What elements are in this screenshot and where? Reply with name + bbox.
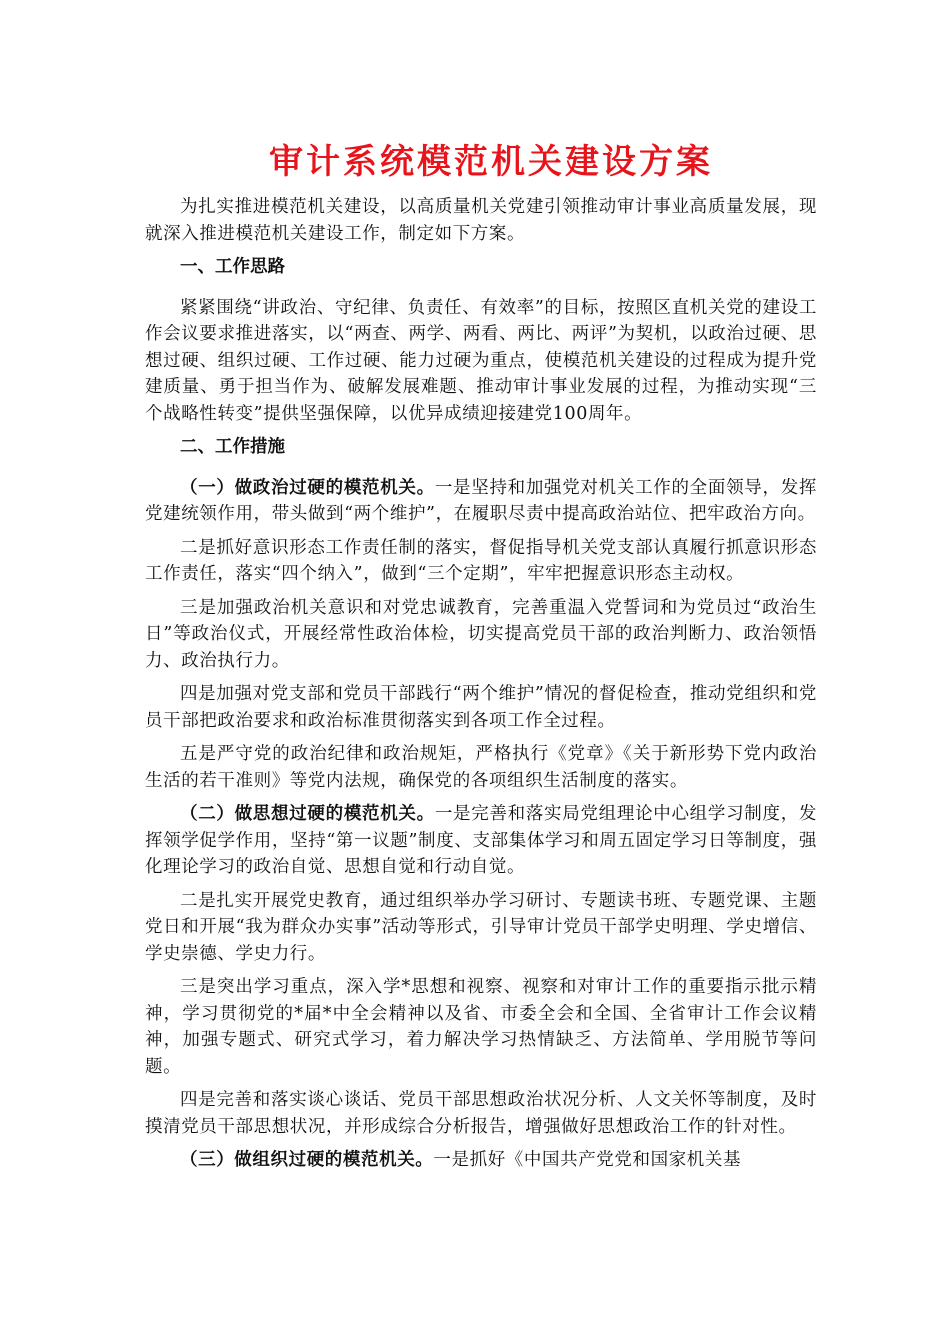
paragraph: 二是抓好意识形态工作责任制的落实，督促指导机关党支部认真履行抓意识形态工作责任，落实“四个纳入”，做到“三个定期”，牢牢把握意识形态主动权。	[145, 537, 817, 584]
paragraph: 三是突出学习重点，深入学*思想和视察、视察和对审计工作的重要指示批示精神，学习贯彻党的*届*中全会精神以及省、市委全会和全国、全省审计工作会议精神，加强专题式、研究式学习，着力解决学习热情缺乏、方法简单、学用脱节等问题。	[145, 977, 817, 1077]
subsection-2-lead: （二）做思想过硬的模范机关。	[180, 804, 435, 824]
subsection-2-paragraph	[145, 801, 817, 881]
section-heading-1: 一、工作思路	[180, 257, 285, 277]
subsection-3-text: 一是抓好《中国共产党党和国家机关基	[433, 1150, 742, 1170]
subsection-2-text: 一是完善和落实局党组理论中心组学习制度，发挥领学促学作用，坚持“第一议题”制度、支部集体学习和周五固定学习日等制度，强化理论学习的政治自觉、思想自觉和行动自觉。	[145, 804, 817, 877]
document-title: 审计系统模范机关建设方案	[269, 142, 713, 182]
paragraph: 四是完善和落实谈心谈话、党员干部思想政治状况分析、人文关怀等制度，及时摸清党员干部思想状况，并形成综合分析报告，增强做好思想政治工作的针对性。	[145, 1090, 817, 1137]
subsection-3-paragraph	[145, 1147, 817, 1174]
section-1-paragraph: 紧紧围绕“讲政治、守纪律、负责任、有效率”的目标，按照区直机关党的建设工作会议要求推进落实，以“两查、两学、两看、两比、两评”为契机，以政治过硬、思想过硬、组织过硬、工作过硬、能力过硬为重点，使模范机关建设的过程成为提升党建质量、勇于担当作为、破解发展难题、推动审计事业发展的过程，为推动实现“三个战略性转变”提供坚强保障，以优异成绩迎接建党100周年。	[145, 297, 817, 424]
paragraph: 四是加强对党支部和党员干部践行“两个维护”情况的督促检查，推动党组织和党员干部把政治要求和政治标准贯彻落实到各项工作全过程。	[145, 684, 817, 731]
intro-paragraph: 为扎实推进模范机关建设，以高质量机关党建引领推动审计事业高质量发展，现就深入推进模范机关建设工作，制定如下方案。	[145, 197, 817, 244]
paragraph: 五是严守党的政治纪律和政治规矩，严格执行《党章》《关于新形势下党内政治生活的若干准则》等党内法规，确保党的各项组织生活制度的落实。	[145, 744, 817, 791]
subsection-1-paragraph	[145, 475, 817, 528]
subsection-3-lead: （三）做组织过硬的模范机关。	[180, 1150, 434, 1170]
paragraph: 二是扎实开展党史教育，通过组织举办学习研讨、专题读书班、专题党课、主题党日和开展“我为群众办实事”活动等形式，引导审计党员干部学史明理、学史增信、学史崇德、学史力行。	[145, 890, 817, 964]
section-heading-2: 二、工作措施	[180, 437, 285, 457]
paragraph: 三是加强政治机关意识和对党忠诚教育，完善重温入党誓词和为党员过“政治生日”等政治仪式，开展经常性政治体检，切实提高党员干部的政治判断力、政治领悟力、政治执行力。	[145, 597, 817, 671]
subsection-1-lead: （一）做政治过硬的模范机关。	[180, 477, 435, 498]
subsection-1-text: 一是坚持和加强党对机关工作的全面领导，发挥党建统领作用，带头做到“两个维护”，在履职尽责中提高政治站位、把牢政治方向。	[145, 477, 817, 524]
